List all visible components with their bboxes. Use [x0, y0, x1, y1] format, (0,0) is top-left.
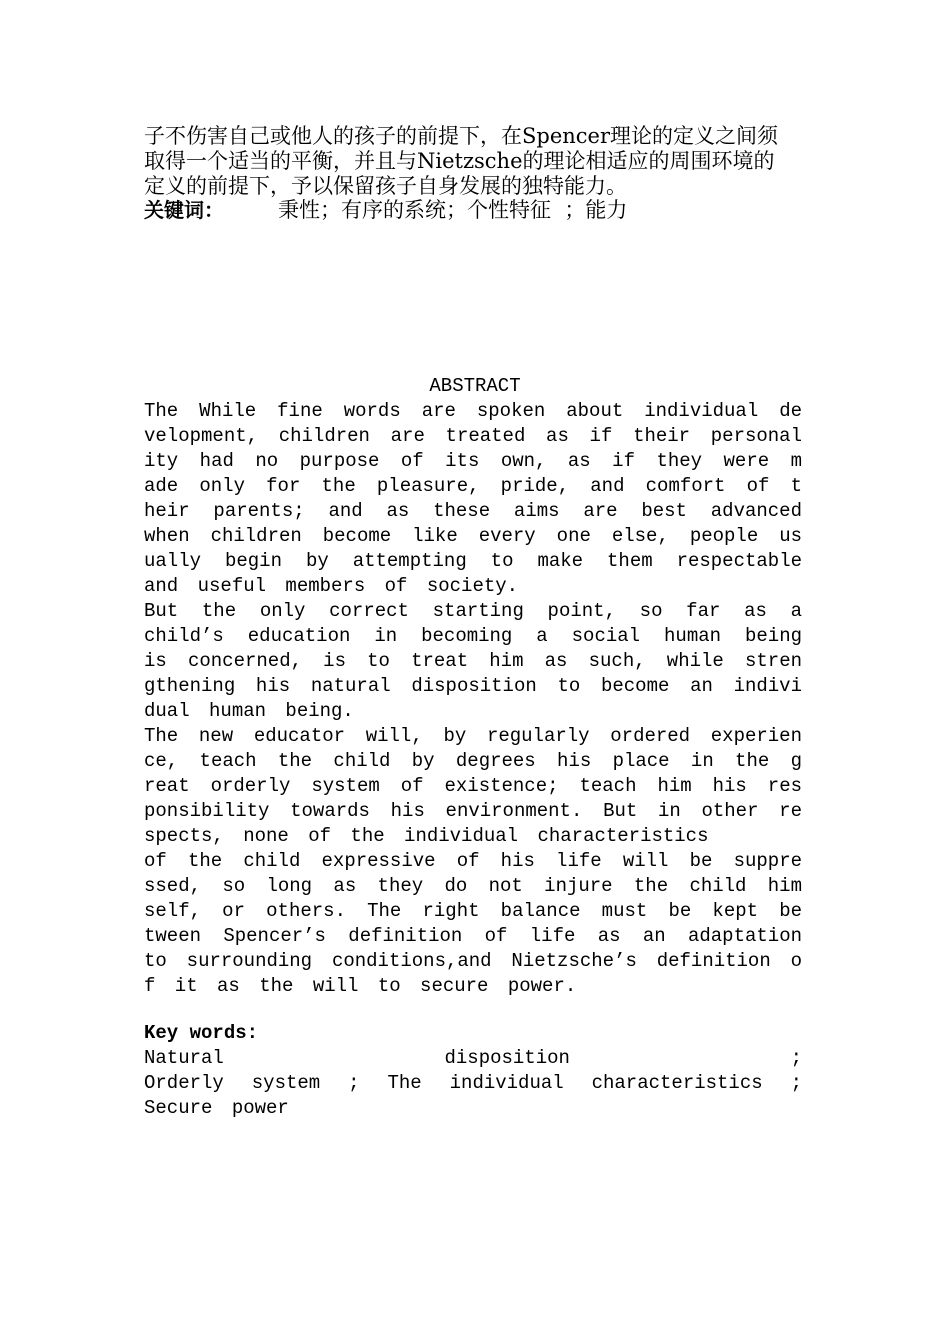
abstract-line: The new educator will, by regularly ordered experien — [144, 725, 802, 747]
chinese-keywords-value: 秉性；有序的系统；个性特征 ；能力 — [278, 198, 628, 222]
abstract-line: of the child expressive of his life will be suppre — [144, 850, 802, 872]
abstract-line: ssed, so long as they do not injure the child him — [144, 875, 802, 897]
abstract-line: ually begin by attempting to make them respectable — [144, 550, 802, 572]
abstract-line: The While fine words are spoken about individual de — [144, 400, 802, 422]
abstract-line: to surrounding conditions,and Nietzsche’s definition o — [144, 950, 802, 972]
abstract-line: spects, none of the individual characteristics — [144, 825, 709, 847]
chinese-abstract-line: 定义的前提下，予以保留孩子自身发展的独特能力。 — [144, 174, 627, 198]
abstract-line: velopment, children are treated as if their personal — [144, 425, 802, 447]
english-keywords-label: Key words: — [144, 1022, 259, 1044]
abstract-line: is concerned, is to treat him as such, while stren — [144, 650, 802, 672]
abstract-line: tween Spencer’s definition of life as an adaptation — [144, 925, 802, 947]
english-keywords-line: Natural disposition ; — [144, 1047, 802, 1069]
abstract-line: ponsibility towards his environment. But in other re — [144, 800, 802, 822]
abstract-line: gthening his natural disposition to become an indivi — [144, 675, 802, 697]
abstract-line: heir parents; and as these aims are best advanced — [144, 500, 802, 522]
english-keywords-line: Orderly system ; The individual characteristics ; — [144, 1072, 802, 1094]
chinese-keywords-label: 关键词： — [144, 198, 224, 222]
abstract-line: child’s education in becoming a social human being — [144, 625, 802, 647]
abstract-line: But the only correct starting point, so far as a — [144, 600, 802, 622]
abstract-line: f it as the will to secure power. — [144, 975, 577, 997]
abstract-line: ce, teach the child by degrees his place in the g — [144, 750, 802, 772]
abstract-heading: ABSTRACT — [429, 375, 521, 397]
abstract-line: and useful members of society. — [144, 575, 519, 597]
abstract-line: reat orderly system of existence; teach him his res — [144, 775, 802, 797]
english-keywords-line: Secure power — [144, 1097, 289, 1119]
abstract-line: dual human being. — [144, 700, 354, 722]
abstract-line: when children become like every one else, people us — [144, 525, 802, 547]
chinese-abstract-line: 子不伤害自己或他人的孩子的前提下，在Spencer理论的定义之间须 — [144, 124, 779, 148]
abstract-line: self, or others. The right balance must be kept be — [144, 900, 802, 922]
abstract-line: ade only for the pleasure, pride, and comfort of t — [144, 475, 802, 497]
abstract-line: ity had no purpose of its own, as if they were m — [144, 450, 802, 472]
chinese-abstract-line: 取得一个适当的平衡，并且与Nietzsche的理论相适应的周围环境的 — [144, 149, 775, 173]
